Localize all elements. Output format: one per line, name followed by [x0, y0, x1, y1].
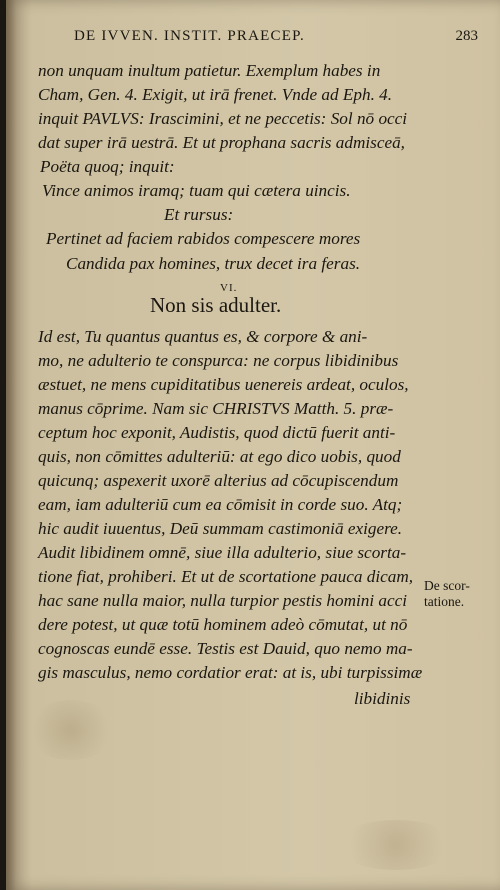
- section-number: VI.: [220, 282, 238, 294]
- text-line: eam, iam adulteriū cum ea cōmisit in corde suo. Atq;: [38, 495, 403, 514]
- text-line: cognoscas eundē esse. Testis est Dauid, quo nemo ma-: [38, 639, 413, 658]
- text-line: tione fiat, prohiberi. Et ut de scortatione pauca dicam,: [38, 567, 414, 586]
- text-line: dat super irā uestrā. Et ut prophana sacris admisceā,: [38, 133, 405, 152]
- text-line: hic audit iuuentus, Deū summam castimoniā exigere.: [38, 519, 403, 538]
- text-line: dere potest, ut quæ totū hominem adeò cōmutat, ut nō: [38, 615, 408, 634]
- text-line: Cham, Gen. 4. Exigit, ut irā frenet. Vnde ad Eph. 4.: [38, 85, 393, 104]
- text-line: quicunq; aspexerit uxorē alterius ad cōcupiscendum: [38, 471, 399, 490]
- margin-note: [424, 578, 494, 610]
- paper-stain: [336, 820, 456, 870]
- text-line: Audit libidinem omnē, siue illa adulterio, siue scorta-: [38, 543, 407, 562]
- text-line: quis, non cōmittes adulteriū: at ego dico uobis, quod: [38, 447, 401, 466]
- section-heading: Non sis adulter.: [150, 293, 282, 317]
- text-line: hac sane nulla maior, nulla turpior pestis homini acci: [38, 591, 408, 610]
- text-line: Id est, Tu quantus quantus es, & corpore & ani-: [38, 327, 368, 346]
- margin-note-line: De scor-: [424, 578, 470, 593]
- running-head-title: DE IVVEN. INSTIT. PRAECEP.: [74, 28, 305, 44]
- text-line: Et rursus:: [164, 205, 234, 224]
- book-page: [6, 0, 500, 890]
- text-line: gis masculus, nemo cordatior erat: at is, ubi turpissimæ: [38, 663, 423, 682]
- verse-line: Candida pax homines, trux decet ira feras.: [66, 254, 361, 273]
- paper-stain: [26, 700, 116, 760]
- page-number: 283: [455, 28, 478, 44]
- text-line: ceptum hoc exponit, Audistis, quod dictū fuerit anti-: [38, 423, 396, 442]
- text-line: manus cōprime. Nam sic CHRISTVS Matth. 5. præ-: [38, 399, 394, 418]
- text-line: inquit PAVLVS: Irascimini, et ne peccetis: Sol nō occi: [38, 109, 408, 128]
- verse-line: Pertinet ad faciem rabidos compescere mores: [46, 229, 361, 248]
- running-head: [74, 28, 482, 48]
- text-line: Poëta quoq; inquit:: [40, 157, 175, 176]
- verse-line: Vince animos iramq; tuam qui cætera uincis.: [42, 181, 351, 200]
- text-line: æstuet, ne mens cupiditatibus uenereis ardeat, oculos,: [38, 375, 409, 394]
- text-line: non unquam inultum patietur. Exemplum habes in: [38, 61, 381, 80]
- text-line: mo, ne adulterio te conspurca: ne corpus libidinibus: [38, 351, 399, 370]
- margin-note-line: tatione.: [424, 594, 465, 609]
- catchword: libidinis: [354, 689, 411, 708]
